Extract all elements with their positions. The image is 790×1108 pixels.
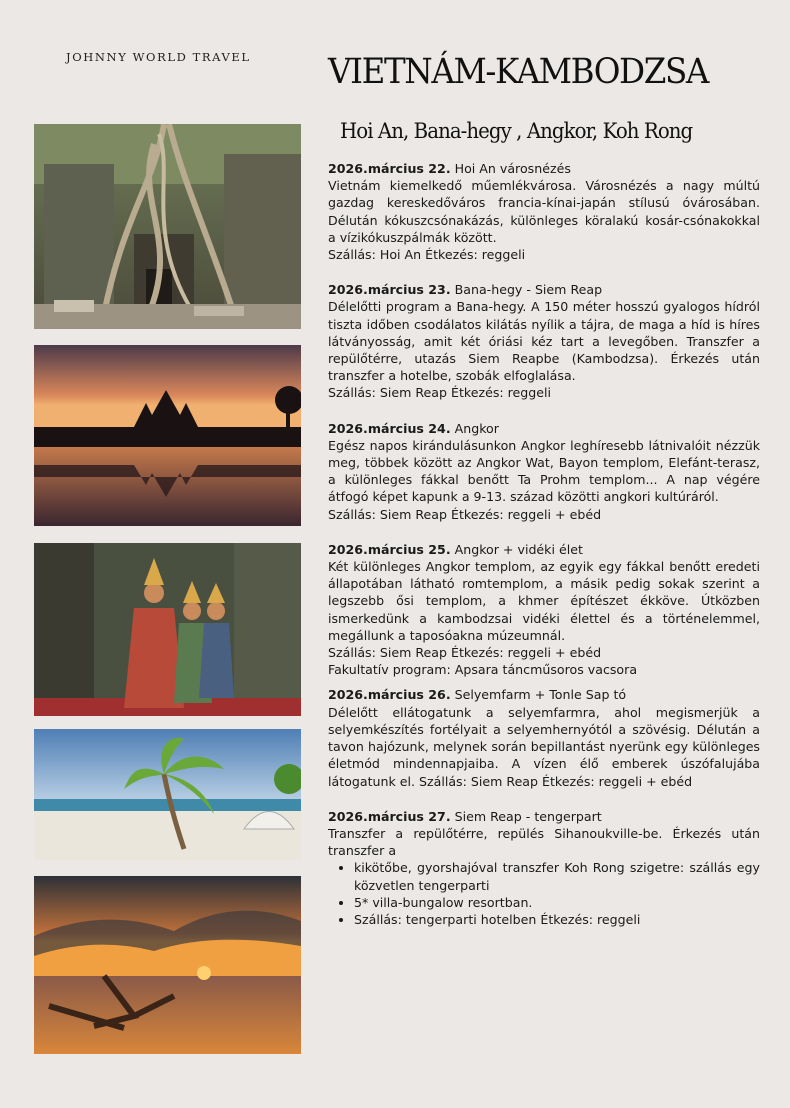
day-heading: Siem Reap - tengerpart [450,808,602,824]
bullet-item: • kikötőbe, gyorshajóval transzfer Koh Rong szigetre: szállás egy közvetlen tengerparti [354,859,760,893]
day-description: Vietnám kiemelkedő műemlékvárosa. Városnézés a nagy múltú gazdag kereskedőváros francia-kínai-japán stílusú óvárosában. Délután kókuszcsónakázás, különleges köralakú kosár-csónakokkal a vízikókuszpálmák között. [328,178,760,245]
itinerary-day [328,160,760,263]
day-heading: Selyemfarm + Tonle Sap tó [450,687,627,703]
day-accommodation: Szállás: Hoi An Étkezés: reggeli [328,247,526,263]
day-accommodation: Szállás: Siem Reap Étkezés: reggeli [328,385,552,401]
day-heading: Angkor [450,420,499,436]
day-description: Délelőtt ellátogatunk a selyemfarmra, ahol megismerjük a selyemkészítés fortélyait a selyemhernyótól a szövésig. Délután a tavon hajózunk, melynek során bepillantást nyerünk egy különleges életmód mindennapjaiba. A vízen élő emberek úszófalujába látogatunk el. Szállás: Siem Reap Étkezés: reggeli + ebéd [328,704,760,789]
day-date: 2026.március 22. [328,161,451,176]
itinerary-day [328,686,760,789]
day-accommodation: Szállás: Siem Reap Étkezés: reggeli + ebéd [328,506,602,522]
palm-beach-photo [34,729,301,860]
day-date: 2026.március 26. [328,687,451,703]
day-description: Transzfer a repülőtérre, repülés Sihanoukville-be. Érkezés után transzfer a [328,825,760,859]
apsara-dancers-photo [34,543,301,716]
day-description: Egész napos kirándulásunkon Angkor leghíresebb látnivalóit nézzük meg, többek között az Angkor Wat, Bayon templom, Elefánt-terasz, a különleges fákkal benőtt Ta Prohm templom... A nap végére átfogó képet kapunk a 9-13. század közötti angkori kultúráról. [328,437,760,505]
bullet-item: • 5* villa-bungalow resortban. [354,894,760,911]
day-heading: Hoi An városnézés [450,161,571,176]
day-optional-program: Fakultatív program: Apsara táncműsoros vacsora [328,662,638,678]
day-date: 2026.március 25. [328,541,451,557]
day-date: 2026.március 27. [328,808,451,824]
day-heading: Bana-hegy - Siem Reap [450,282,603,298]
ta-prohm-photo [34,124,301,329]
day-heading: Angkor + vidéki élet [450,541,583,557]
day-accommodation: Szállás: Siem Reap Étkezés: reggeli + ebéd [328,645,602,661]
itinerary-day [328,420,760,523]
itinerary [328,160,760,946]
itinerary-day [328,281,760,401]
bullet-item: • Szállás: tengerparti hotelben Étkezés: reggeli [354,911,760,928]
page-subtitle: Hoi An, Bana-hegy , Angkor, Koh Rong [340,119,693,143]
page-title: VIETNÁM-KAMBODZSA [328,52,709,92]
day-date: 2026.március 24. [328,420,451,436]
sunset-beach-photo [34,876,301,1054]
itinerary-day [328,808,760,928]
day-description: Délelőtti program a Bana-hegy. A 150 méter hosszú gyalogos hídról tiszta időben csodálatos kilátás nyílik a tájra, de maga a híd is híres látványosság, amit két óriási kéz tart a levegőben. Transzfer a repülőtérre, utazás Siem Reapbe (Kambodzsa). Érkezés után transzfer a hotelbe, szobák elfoglalása. [328,299,760,384]
angkor-wat-photo [34,345,301,526]
day-date: 2026.március 23. [328,282,451,298]
brand-name: JOHNNY WORLD TRAVEL [66,50,251,64]
day-bullets [328,859,760,928]
itinerary-day [328,541,760,679]
day-description: Két különleges Angkor templom, az egyik egy fákkal benőtt eredeti állapotában látható romtemplom, a másik pedig sokak szerint a legszebb ősi templom, a khmer építészet ékköve. Útközben ismerkedünk a kambodzsai vidéki élettel és a történelemmel, megállunk a taposóakna múzeumnál. [328,559,760,643]
